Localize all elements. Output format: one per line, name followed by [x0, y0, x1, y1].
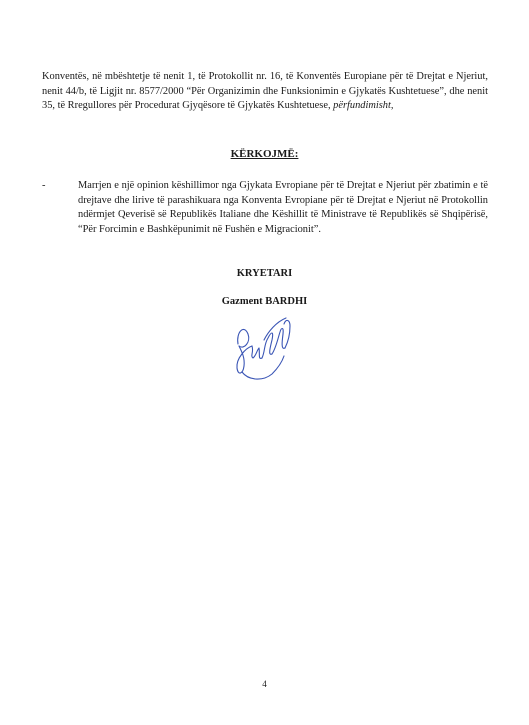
- legal-basis-paragraph: [42, 70, 488, 114]
- page-number: 4: [262, 679, 267, 689]
- request-text: Marrjen e një opinion këshillimor nga Gjykata Evropiane për të Drejtat e Njeriut për zbatimin e të drejtave dhe lirive të parashikuara nga Konventa Evropiane për të Drejtat e Njeriut në Protokollin ndërmjet Qeverisë së Republikës Italiane dhe Këshillit të Ministrave të Republikës së Shqipërisë, “Për Forcimin e Bashkëpunimit në Fushën e Migracionit”.: [78, 180, 488, 235]
- bullet-dash: -: [42, 180, 46, 191]
- request-heading: KËRKOJMË:: [230, 148, 299, 160]
- legal-basis-italic: përfundimisht,: [333, 100, 394, 112]
- legal-basis-text: Konventës, në mbështetje të nenit 1, të Protokollit nr. 16, të Konventës Europiane për të Drejtat e Njeriut, nenit 44/b, të Ligjit nr. 8577/2000 “Për Organizimin dhe Funksionimin e Gjykatës Kushtetuese”, dhe nenit 35, të Rregullores për Procedurat Gjyqësore të Gjykatës Kushtetuese,: [42, 71, 488, 112]
- signatory-name: Gazment BARDHI: [221, 296, 308, 307]
- handwritten-signature: [228, 312, 294, 384]
- signatory-role: KRYETARI: [236, 268, 293, 279]
